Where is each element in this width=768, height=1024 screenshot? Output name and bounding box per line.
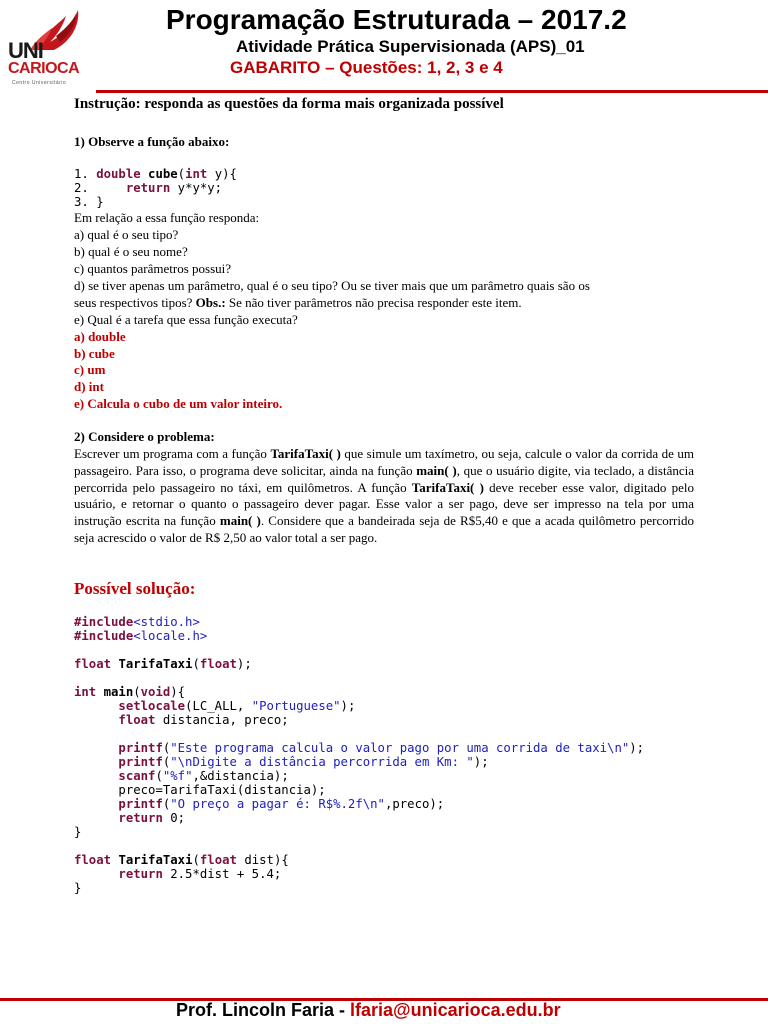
solution-heading: Possível solução: [74,579,196,598]
sol-include-2: #include<locale.h> [74,629,208,643]
sol-main-close: } [74,825,82,839]
code-line-1: 1. double cube(int y){ [74,167,237,181]
footer-credit [176,1000,561,1021]
answer-b: b) cube [74,346,115,361]
page-header [0,0,768,96]
q1-item-a: a) qual é o seu tipo? [74,227,179,242]
page-title: Programação Estruturada – 2017.2 [166,4,627,35]
answer-a: a) double [74,329,126,344]
q1-intro: Em relação a essa função responda: [74,210,260,225]
sol-main-signature: int main(void){ [74,685,186,699]
q2-heading: 2) Considere o problema: [74,429,215,444]
professor-email[interactable]: lfaria@unicarioca.edu.br [350,1000,561,1020]
answer-e: e) Calcula o cubo de um valor inteiro. [74,396,283,411]
logo-carioca-text: CARIOCA [8,60,80,77]
q1-heading: 1) Observe a função abaixo: [74,134,230,149]
answer-c: c) um [74,362,106,377]
q1-item-c: c) quantos parâmetros possui? [74,261,232,276]
gabarito-label: GABARITO – Questões: 1, 2, 3 e 4 [230,58,503,77]
logo-uni-text: UNI [8,38,43,63]
sol-return-0: return 0; [118,811,186,825]
professor-name: Prof. Lincoln Faria - [176,1000,351,1020]
answer-d: d) int [74,379,104,394]
sol-printf-2: printf("\nDigite a distância percorrida em Km: "); [118,755,489,769]
sol-prototype: float TarifaTaxi(float); [74,657,252,671]
code-line-3: 3. } [74,195,104,209]
sol-printf-3: printf("O preço a pagar é: R$%.2f\n",preco); [118,797,445,811]
sol-setlocale: setlocale(LC_ALL, "Portuguese"); [118,699,356,713]
q1-item-e: e) Qual é a tarefa que essa função executa? [74,312,298,327]
q1-item-d-line1: d) se tiver apenas um parâmetro, qual é o seu tipo? Ou se tiver mais que um parâmetro quais são os [74,278,590,293]
q1-item-d-line2: seus respectivos tipos? Obs.: Se não tiver parâmetros não precisa responder este item. [74,295,522,310]
sol-fn-signature: float TarifaTaxi(float dist){ [74,853,289,867]
sol-include-1: #include<stdio.h> [74,615,200,629]
sol-scanf: scanf("%f",&distancia); [118,769,289,783]
page-subtitle: Atividade Prática Supervisionada (APS)_01 [236,37,585,56]
q2-statement: Escrever um programa com a função TarifaTaxi( ) que simule um taxímetro, ou seja, calcule o valor da corrida de um passageiro. Para isso, o programa deve solicitar, ainda na função main( ), que o usuário digite, via teclado, a distância percorrida pelo passageiro no táxi, em quilômetros. A função TarifaTaxi( ) deve receber esse valor, digitado pelo usuário, e retornar o quanto o passageiro dever pagar. Esse valor a ser pago, deve ser impresso na tela por uma instrução escrita na função main( ). Considere que a bandeirada seja de R$5,40 e que a acada quilômetro percorrido seja acrescido o valor de R$ 2,50 ao valor total a ser pago. [74,446,694,545]
header-divider [96,90,768,93]
instruction: Instrução: responda as questões da forma mais organizada possível [74,96,504,112]
logo-subtitle: Centro Universitário [12,80,67,86]
unicarioca-logo [4,6,84,90]
sol-assign: preco=TarifaTaxi(distancia); [118,783,326,797]
sol-printf-1: printf("Este programa calcula o valor pago por uma corrida de taxi\n"); [118,741,645,755]
page-footer [0,996,768,1024]
q1-item-b: b) qual é o seu nome? [74,244,188,259]
sol-fn-return: return 2.5*dist + 5.4; [118,867,282,881]
sol-fn-close: } [74,881,82,895]
code-line-2: 2. return y*y*y; [74,181,223,195]
sol-declaration: float distancia, preco; [118,713,289,727]
